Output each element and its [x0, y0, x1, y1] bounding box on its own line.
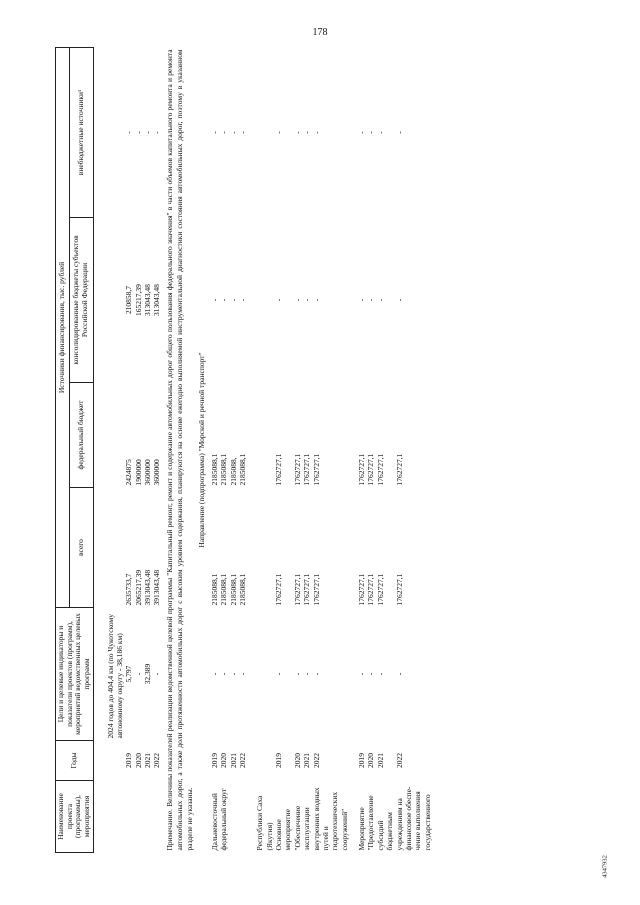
row-name: чение выполнения: [413, 791, 423, 851]
federal-cell: 3600000: [152, 459, 162, 486]
row-name: Основное мероприятие: [274, 809, 293, 851]
table-row: [210, 47, 219, 852]
table-row: [124, 47, 133, 852]
regional-cell: -: [219, 298, 229, 302]
federal-cell: 1762727,1: [292, 453, 302, 486]
total-cell: 2065217,39: [133, 569, 143, 606]
total-cell: 3913043,48: [143, 569, 152, 606]
table-row: [134, 47, 143, 852]
table-row: [229, 47, 238, 852]
row-name: Мероприятие: [357, 807, 367, 851]
row-name: внутренних водных: [311, 787, 321, 851]
goal-cell: -: [219, 672, 229, 676]
table-row: [143, 47, 152, 852]
federal-cell: 1900000: [133, 459, 143, 486]
table-row: [312, 47, 321, 852]
goal-cell: -: [209, 672, 219, 676]
regional-cell: 313043,48: [143, 284, 152, 316]
goal-cell: -: [274, 672, 284, 676]
row-name: субсидий бюджетным: [375, 812, 395, 851]
page-number: 178: [312, 27, 328, 38]
rotated-table-page: [55, 48, 603, 853]
regional-cell: 210858,7: [124, 285, 134, 315]
federal-cell: 1762727,1: [274, 453, 284, 486]
extra-cell: -: [375, 131, 385, 134]
goal-cell: 5,797: [124, 665, 134, 683]
extra-cell: -: [302, 131, 312, 134]
row-name: сооружений": [339, 808, 349, 851]
year-cell: 2019: [357, 753, 367, 768]
regional-cell: -: [394, 298, 404, 302]
row-name: финансовое обеспе-: [403, 786, 413, 851]
federal-cell: 1762727,1: [357, 453, 367, 486]
region-name: (Якутия): [264, 822, 274, 851]
total-cell: 1762727,1: [311, 573, 321, 606]
extra-cell: -: [311, 131, 321, 134]
year-cell: 2019: [274, 753, 284, 768]
year-cell: 2021: [302, 753, 312, 768]
goal-cell: -: [366, 672, 376, 676]
extra-cell: -: [357, 131, 367, 134]
extra-cell: -: [133, 131, 143, 134]
goal-cell: -: [394, 672, 404, 676]
goal-cell: -: [292, 672, 302, 676]
total-cell: 2185088,1: [219, 573, 229, 606]
total-cell: 2185088,1: [209, 573, 219, 606]
goal-cell: -: [357, 672, 367, 676]
federal-cell: 2424875: [124, 459, 134, 486]
extra-cell: -: [152, 131, 162, 134]
header-total: всего: [69, 488, 93, 608]
federal-cell: 1762727,1: [394, 453, 404, 486]
table-row: [274, 47, 293, 852]
regional-cell: -: [302, 298, 312, 302]
header-sources: Источники финансирования, тыс. рублей: [56, 47, 70, 607]
goal-cell: -: [237, 672, 247, 676]
header-name: Наименование проекта (программы), мероприятия: [56, 781, 94, 853]
regional-cell: -: [228, 298, 238, 302]
row-name: учреждениям на: [394, 798, 404, 851]
goal-cell: -: [311, 672, 321, 676]
year-cell: 2020: [366, 753, 376, 768]
row-name: "Обеспечение: [292, 805, 302, 851]
header-extra: внебюджетные источники¹: [69, 47, 93, 217]
goal-cell: -: [133, 672, 143, 676]
table-row: [219, 47, 228, 852]
note-text: Примечание. Величины показателей реализации ведомственной целевой программы "Капитальный ремонт, ремонт и содержание автомобильных дорог общего пользования федерального значения" в части объемов капитального ремонта и ремонта автомобильных дорог, а также доли протяженности автомобильных дорог с высоким уровнем содержания, планируются на основе ежегодно выполняемой инструментальной диагностики состояния автомобильных дорог, поэтому в указанном разделе не указаны.: [164, 49, 194, 851]
extra-cell: -: [219, 131, 229, 134]
federal-cell: 1762727,1: [311, 453, 321, 486]
row-name: Дальневосточный: [209, 793, 219, 851]
year-cell: 2021: [375, 753, 385, 768]
total-cell: 2635733,7: [124, 573, 134, 606]
federal-cell: 2185088,1: [209, 453, 219, 486]
total-cell: 1762727,1: [366, 573, 376, 606]
extra-cell: -: [143, 131, 152, 134]
federal-cell: 2185088,1: [219, 453, 229, 486]
federal-cell: 1762727,1: [366, 453, 376, 486]
header-goals: Цели и целевые индикаторы и показатели проектов (программ), мероприятий ведомственных целевых программ: [56, 608, 94, 741]
federal-cell: 1762727,1: [375, 453, 385, 486]
year-cell: 2021: [143, 753, 152, 768]
year-cell: 2019: [209, 753, 219, 768]
row-name: путей и: [320, 826, 330, 851]
row-name: федеральный округ: [219, 788, 229, 851]
table-row: [238, 47, 247, 852]
table-row: [152, 47, 161, 852]
federal-cell: 1762727,1: [302, 453, 312, 486]
year-cell: 2020: [133, 753, 143, 768]
year-cell: 2020: [292, 753, 302, 768]
table-row: [376, 47, 395, 852]
total-cell: 2185088,1: [237, 573, 247, 606]
total-cell: 3913043,48: [152, 569, 162, 606]
extra-cell: -: [274, 131, 284, 134]
regional-cell: -: [209, 298, 219, 302]
year-cell: 2022: [311, 753, 321, 768]
total-cell: 1762727,1: [302, 573, 312, 606]
total-cell: 1762727,1: [375, 573, 385, 606]
year-cell: 2020: [219, 753, 229, 768]
total-cell: 1762727,1: [292, 573, 302, 606]
table-row: [395, 47, 404, 852]
extra-cell: -: [237, 131, 247, 134]
goal-cell: -: [302, 672, 312, 676]
regional-cell: -: [311, 298, 321, 302]
year-cell: 2019: [124, 753, 134, 768]
extra-cell: -: [292, 131, 302, 134]
row-name: "Предоставление: [366, 795, 376, 851]
year-cell: 2022: [237, 753, 247, 768]
goal-cell: -: [228, 672, 238, 676]
regional-cell: 165217,39: [133, 284, 143, 316]
table-row: [357, 47, 366, 852]
document-id: 4347932: [601, 855, 609, 878]
row-name: эксплуатации: [302, 807, 312, 851]
regional-cell: -: [292, 298, 302, 302]
extra-cell: -: [366, 131, 376, 134]
total-cell: 1762727,1: [274, 573, 284, 606]
regional-cell: -: [375, 298, 385, 302]
extra-cell: -: [124, 131, 134, 134]
table-row: [366, 47, 375, 852]
regional-cell: -: [274, 298, 284, 302]
year-cell: 2021: [228, 753, 238, 768]
federal-cell: 2185088,: [228, 457, 238, 486]
extra-cell: -: [394, 131, 404, 134]
federal-cell: 3600000: [143, 459, 152, 486]
header-regional: консолидированные бюджеты субъектов Российской Федерации: [69, 218, 93, 383]
header-year: Годы: [56, 741, 94, 781]
section-title: Направление (подпрограмма) "Морской и речной транспорт": [197, 352, 207, 548]
goal-text: 2024 годов до 404,4 км (по Чукотскому автономному округу - 38,186 км): [105, 614, 124, 739]
regional-cell: -: [237, 298, 247, 302]
year-cell: 2022: [152, 753, 162, 768]
regional-cell: -: [366, 298, 376, 302]
goal-cell: -: [375, 672, 385, 676]
regional-cell: 313043,48: [152, 284, 162, 316]
total-cell: 1762727,1: [357, 573, 367, 606]
extra-cell: -: [209, 131, 219, 134]
year-cell: 2022: [394, 753, 404, 768]
goal-cell: 32,389: [143, 663, 152, 685]
header-federal: федеральный бюджет: [69, 383, 93, 488]
goal-cell: -: [152, 672, 162, 676]
total-cell: 1762727,1: [394, 573, 404, 606]
federal-cell: 2185088,1: [237, 453, 247, 486]
table-row: [293, 47, 302, 852]
extra-cell: -: [228, 131, 238, 134]
row-name: государственного: [422, 794, 432, 851]
regional-cell: -: [357, 298, 367, 302]
total-cell: 2185088,1: [228, 573, 238, 606]
row-name: гидротехнических: [330, 791, 340, 851]
table-row: [302, 47, 311, 852]
financing-table: [55, 47, 432, 853]
region-name: Республики Саха: [255, 795, 265, 851]
